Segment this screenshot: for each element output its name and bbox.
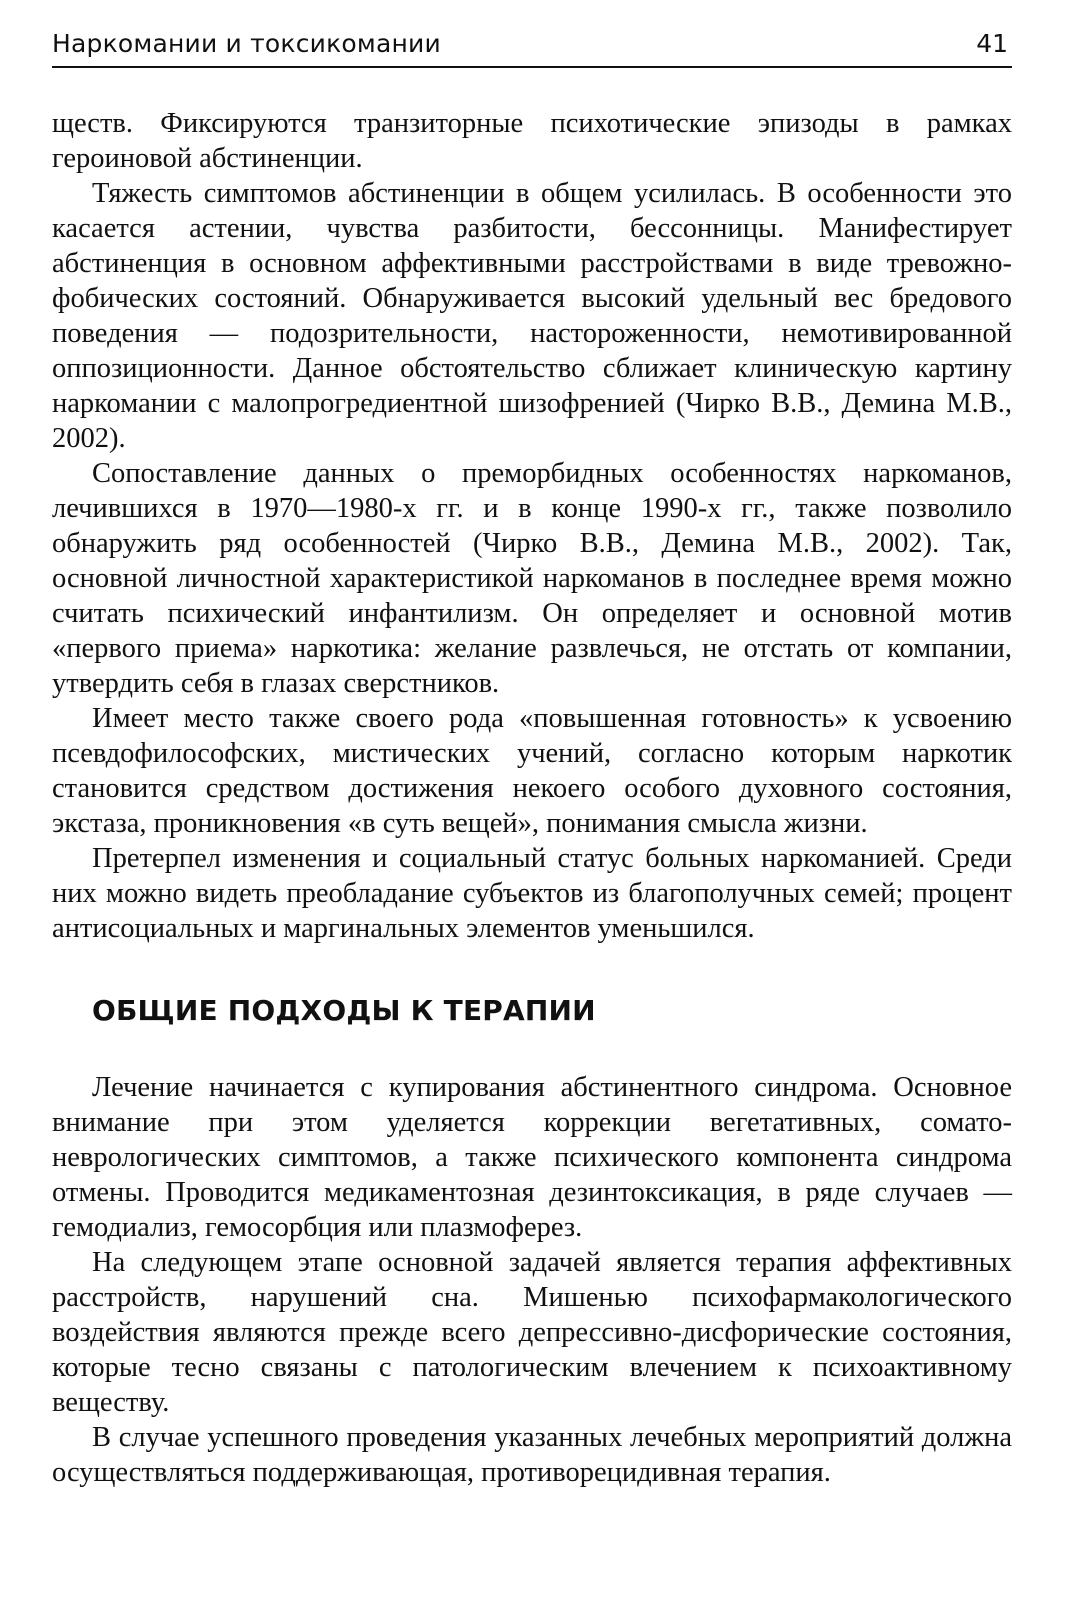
- paragraph: На следующем этапе основной задачей является терапия аффективных расстройств, нарушений сна. Мишенью психофармакологического воздействия являются прежде всего депрессивно-дисфорические состояния, которые тесно связаны с патологическим влечением к психоактивному веществу.: [52, 1247, 1012, 1418]
- section-heading: ОБЩИЕ ПОДХОДЫ К ТЕРАПИИ: [92, 994, 596, 1027]
- paragraph: Претерпел изменения и социальный статус больных наркоманией. Среди них можно видеть преобладание субъектов из благополучных семей; процент антисоциальных и маргинальных элементов уменьшился.: [52, 843, 1012, 944]
- book-page: [52, 28, 1012, 1490]
- page-number: 41: [976, 29, 1008, 58]
- running-header: [52, 28, 1012, 68]
- paragraph: Сопоставление данных о преморбидных особенностях наркоманов, лечившихся в 1970—1980-х гг. и в конце 1990-х гг., также позволило обнаружить ряд особенностей (Чирко В.В., Демина М.В., 2002). Так, основной личностной характеристикой наркоманов в последнее время можно считать психический инфантилизм. Он определяет и основной мотив «первого приема» наркотика: желание развлечься, не отстать от компании, утвердить себя в глазах сверстников.: [52, 458, 1012, 699]
- paragraph: ществ. Фиксируются транзиторные психотические эпизоды в рамках героиновой абстиненции.: [52, 108, 1012, 174]
- paragraph: Тяжесть симптомов абстиненции в общем усилилась. В особенности это касается астении, чувства разбитости, бессонницы. Манифестирует абстиненция в основном аффективными расстройствами в виде тревожно-фобических состояний. Обнаруживается высокий удельный вес бредового поведения — подозрительности, настороженности, немотивированной оппозиционности. Данное обстоятельство сближает клиническую картину наркомании с малопрогредиентной шизофренией (Чирко В.В., Демина М.В., 2002).: [52, 178, 1012, 454]
- paragraph: В случае успешного проведения указанных лечебных мероприятий должна осуществляться поддерживающая, противорецидивная терапия.: [52, 1422, 1012, 1488]
- body-text: [52, 106, 1012, 1490]
- running-title: Наркомании и токсикомании: [52, 29, 441, 58]
- paragraph: Имеет место также своего рода «повышенная готовность» к усвоению псевдофилософских, мистических учений, согласно которым наркотик становится средством достижения некоего особого духовного состояния, экстаза, проникновения «в суть вещей», понимания смысла жизни.: [52, 703, 1012, 839]
- paragraph: Лечение начинается с купирования абстинентного синдрома. Основное внимание при этом уделяется коррекции вегетативных, сомато-неврологических симптомов, а также психического компонента синдрома отмены. Проводится медикаментозная дезинтоксикация, в ряде случаев — гемодиализ, гемосорбция или плазмоферез.: [52, 1072, 1012, 1243]
